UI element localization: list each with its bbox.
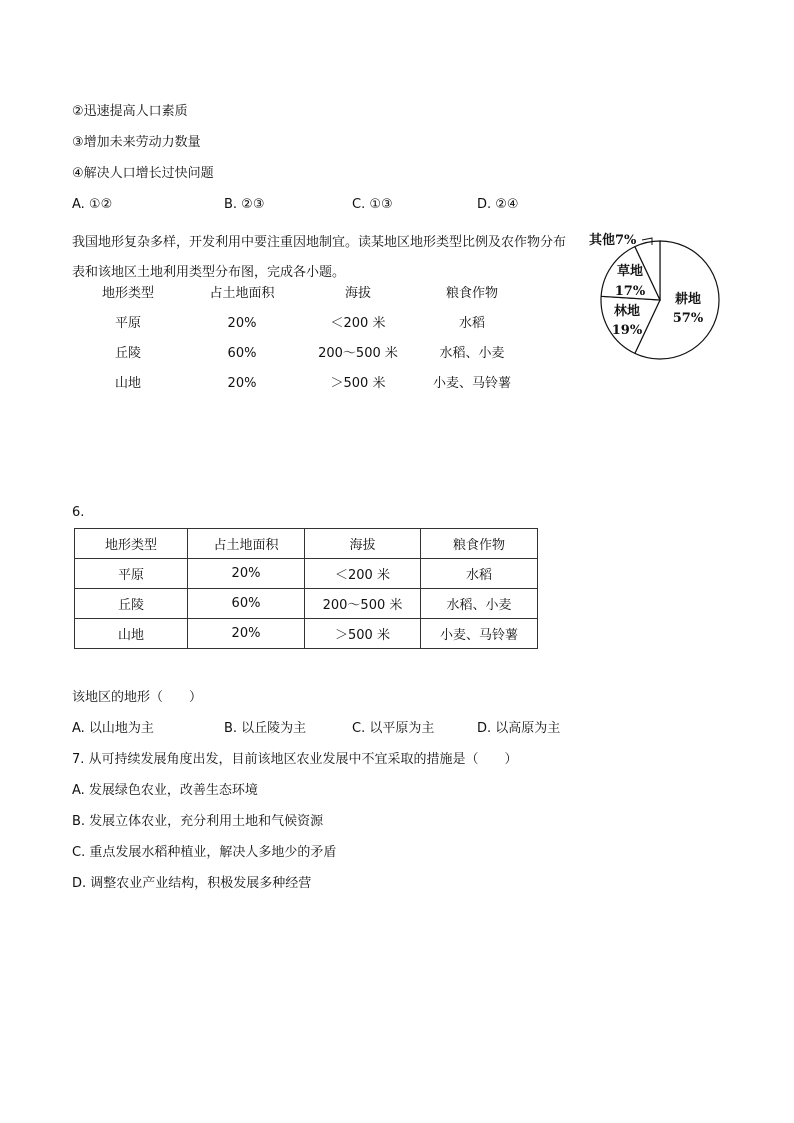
plain-table-row <box>72 375 552 393</box>
table-cell: 平原 <box>75 559 188 589</box>
plain-table-row <box>72 315 552 333</box>
table-cell: 小麦、马铃薯 <box>432 376 511 391</box>
item-3: ③增加未来劳动力数量 <box>72 135 201 150</box>
table-cell: ＜200 米 <box>330 316 386 331</box>
header-cell: 海拔 <box>305 529 421 559</box>
item-2: ②迅速提高人口素质 <box>72 104 188 119</box>
table-cell: 20% <box>188 559 305 589</box>
slice-value-cultivated: 57% <box>672 311 704 326</box>
q7-option-b: B. 发展立体农业，充分利用土地和气候资源 <box>72 814 324 829</box>
table-cell: ＞500 米 <box>330 376 386 391</box>
q6-number: 6. <box>72 505 85 520</box>
q5-option-c: C. ①③ <box>352 197 393 212</box>
header-cell: 粮食作物 <box>421 529 538 559</box>
header-cell: 粮食作物 <box>445 286 498 301</box>
table-row <box>75 619 538 649</box>
table-cell: ＞500 米 <box>305 619 421 649</box>
header-cell: 占土地面积 <box>209 286 275 301</box>
table-cell: 小麦、马铃薯 <box>421 619 538 649</box>
table-cell: 20% <box>188 619 305 649</box>
header-cell: 海拔 <box>344 286 371 301</box>
slice-label-cultivated: 耕地 <box>674 292 702 307</box>
q6-option-a: A. 以山地为主 <box>72 721 154 736</box>
q6-option-d: D. 以高原为主 <box>477 721 561 736</box>
table-row <box>75 589 538 619</box>
q5-option-b: B. ②③ <box>224 197 265 212</box>
plain-table-header <box>72 285 552 303</box>
pie-slices <box>601 241 719 359</box>
table-cell: 60% <box>188 589 305 619</box>
table-cell: 水稻 <box>458 316 485 331</box>
slice-label-grass: 草地 <box>616 264 644 279</box>
q5-option-d: D. ②④ <box>477 197 519 212</box>
slice-value-grass: 17% <box>614 284 646 299</box>
header-cell: 地形类型 <box>75 529 188 559</box>
table-cell: 水稻 <box>421 559 538 589</box>
q7-option-d: D. 调整农业产业结构，积极发展多种经营 <box>72 876 312 891</box>
table-cell: 200～500 米 <box>318 346 398 361</box>
land-use-pie-chart <box>585 228 720 368</box>
q6-option-b: B. 以丘陵为主 <box>224 721 307 736</box>
table-cell: 山地 <box>114 376 141 391</box>
table-cell: 丘陵 <box>114 346 141 361</box>
q6-options <box>72 720 592 738</box>
question-stem: 我国地形复杂多样，开发利用中要注重因地制宜。读某地区地形类型比例及农作物分布表和该地区土地利用类型分布图，完成各小题。 <box>72 235 567 280</box>
table-cell: 丘陵 <box>75 589 188 619</box>
slice-label-other: 其他7% <box>589 233 637 248</box>
q6-question: 该地区的地形（ ） <box>72 690 203 705</box>
table-cell: ＜200 米 <box>305 559 421 589</box>
header-cell: 占土地面积 <box>188 529 305 559</box>
table-cell: 60% <box>227 346 257 361</box>
q7-option-a: A. 发展绿色农业，改善生态环境 <box>72 783 258 798</box>
table-cell: 水稻、小麦 <box>439 346 505 361</box>
q7-question: 7. 从可持续发展角度出发，目前该地区农业发展中不宜采取的措施是（ ） <box>72 752 518 767</box>
q5-option-a: A. ①② <box>72 197 113 212</box>
plain-table-row <box>72 345 552 363</box>
table-cell: 20% <box>227 376 257 391</box>
q5-options <box>72 196 592 214</box>
header-cell: 地形类型 <box>101 286 154 301</box>
terrain-table <box>74 528 538 649</box>
slice-label-forest: 林地 <box>613 304 641 319</box>
q6-option-c: C. 以平原为主 <box>352 721 435 736</box>
table-cell: 山地 <box>75 619 188 649</box>
table-row <box>75 559 538 589</box>
table-cell: 20% <box>227 316 257 331</box>
table-header-row <box>75 529 538 559</box>
table-cell: 200～500 米 <box>305 589 421 619</box>
table-cell: 水稻、小麦 <box>421 589 538 619</box>
slice-value-forest: 19% <box>611 323 643 338</box>
item-4: ④解决人口增长过快问题 <box>72 166 214 181</box>
q7-option-c: C. 重点发展水稻种植业，解决人多地少的矛盾 <box>72 845 337 860</box>
table-cell: 平原 <box>114 316 141 331</box>
